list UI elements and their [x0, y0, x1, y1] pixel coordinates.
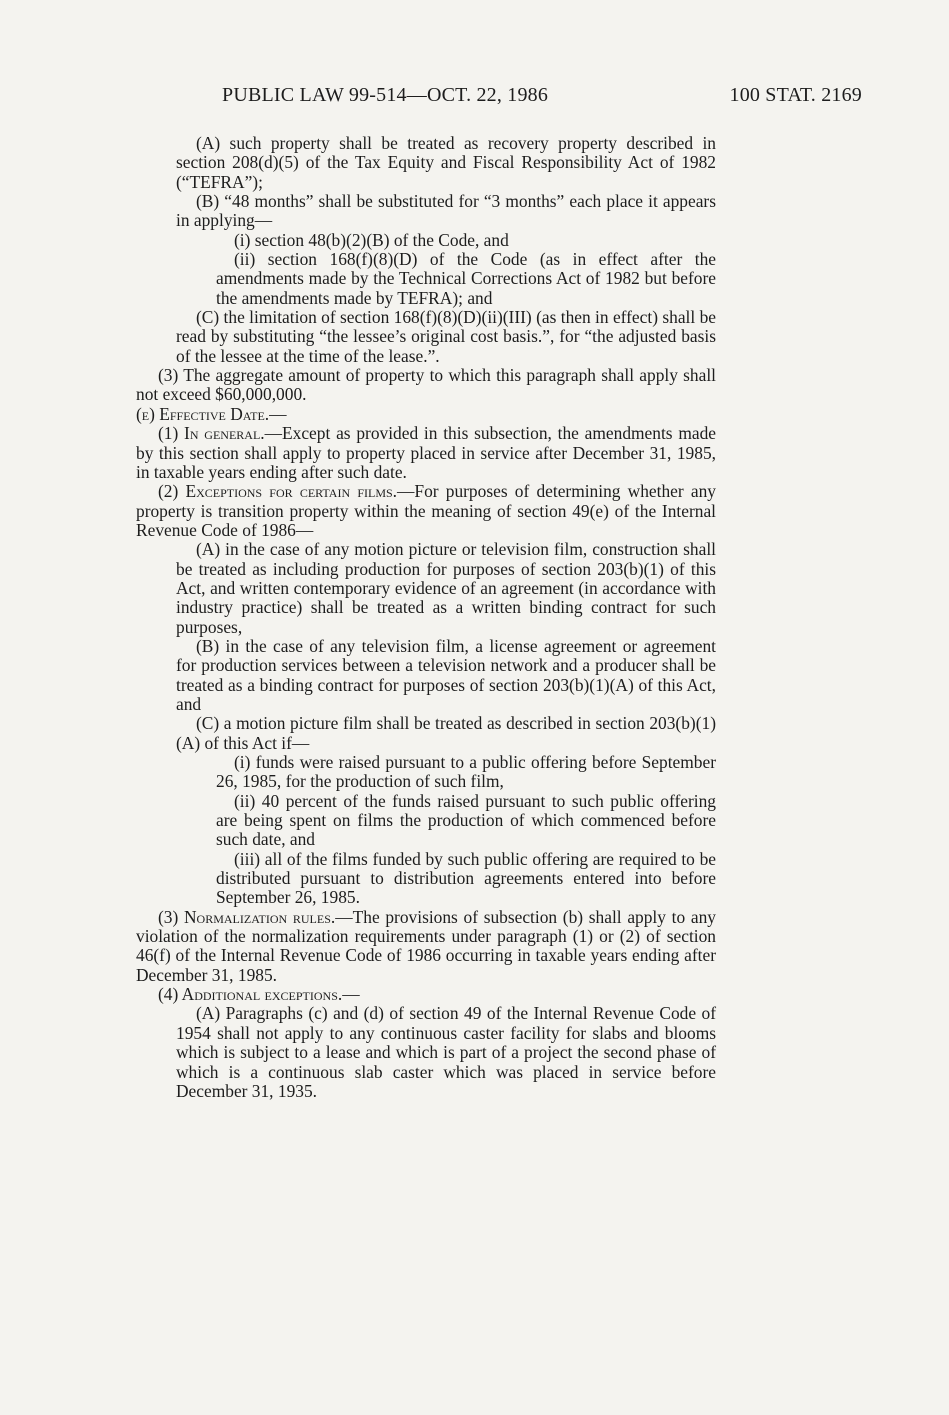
paragraph-e2-b: (B) in the case of any television film, a license agreement or agreement for production services between a television network and a producer shall be treated as a binding contract for purposes of section 203(b)(1)(A) of this Act, and: [176, 635, 716, 714]
clause-ii: (ii) section 168(f)(8)(D) of the Code (as in effect after the amendments made by the Technical Corrections Act of 1982 but before the amendments made by TEFRA); and: [216, 249, 716, 308]
paragraph-e1-heading: (1) In general.: [158, 423, 265, 444]
paragraph-e4-heading: (4) Additional exceptions.—: [158, 984, 360, 1005]
statute-citation: 100 STAT. 2169: [729, 84, 862, 106]
paragraph-e3-text: —The provisions of subsection (b) shall apply to any violation of the normalization requirements under paragraph (1) or (2) of section 46(f) of the Internal Revenue Code of 1986 occurring in taxable years ending after December 31, 1985.: [136, 906, 716, 985]
subsection-e-heading: [136, 405, 716, 424]
paragraph-a: (A) such property shall be treated as recovery property described in section 208(d)(5) of the Tax Equity and Fiscal Responsibility Act of 1982 (“TEFRA”);: [176, 133, 716, 192]
paragraph-e3: [136, 908, 716, 985]
paragraph-e2-a: (A) in the case of any motion picture or television film, construction shall be treated as including production for purposes of section 203(b)(1) of this Act, and written contemporary evidence of an agreement (in accordance with industry practice) shall be treated as a written binding contract for such purposes,: [176, 539, 716, 637]
clause-e2-c-i: (i) funds were raised pursuant to a public offering before September 26, 1985, for the production of such film,: [216, 752, 716, 792]
subsection-e-title: (e) Effective Date.—: [136, 403, 287, 424]
running-head: PUBLIC LAW 99-514—OCT. 22, 1986: [222, 84, 549, 106]
clause-e2-c-iii: (iii) all of the films funded by such public offering are required to be distributed pursuant to distribution agreements entered into before September 26, 1985.: [216, 848, 716, 908]
paragraph-e1: [136, 424, 716, 482]
clause-e2-c-ii: (ii) 40 percent of the funds raised pursuant to such public offering are being spent on films the production of which commenced before such date, and: [216, 790, 716, 850]
statute-body: [136, 134, 716, 1101]
paragraph-e4: [136, 985, 716, 1004]
clause-i: (i) section 48(b)(2)(B) of the Code, and: [234, 229, 509, 250]
page-header: [222, 84, 862, 114]
paragraph-c: (C) the limitation of section 168(f)(8)(D)(ii)(III) (as then in effect) shall be read by substituting “the lessee’s original cost basis.”, for “the adjusted basis of the lessee at the time of the lease.”.: [176, 307, 716, 366]
paragraph-e2-heading: (2) Exceptions for certain films.: [158, 481, 398, 502]
paragraph-e4-a: (A) Paragraphs (c) and (d) of section 49 of the Internal Revenue Code of 1954 shall not apply to any continuous caster facility for slabs and blooms which is subject to a lease and which is part of a project the second phase of which is a continuous slab caster which was placed in service before December 31, 1935.: [176, 1003, 716, 1101]
paragraph-e3-heading: (3) Normalization rules.: [158, 906, 336, 927]
paragraph-e1-text: —Except as provided in this subsection, the amendments made by this section shall apply to property placed in service after December 31, 1985, in taxable years ending after such date.: [136, 423, 716, 482]
paragraph-b: (B) “48 months” shall be substituted for “3 months” each place it appears in applying—: [176, 191, 716, 231]
paragraph-e2-c: (C) a motion picture film shall be treated as described in section 203(b)(1)(A) of this Act if—: [176, 713, 716, 753]
paragraph-e2: [136, 482, 716, 540]
paragraph-3: (3) The aggregate amount of property to which this paragraph shall apply shall not exceed $60,000,000.: [136, 365, 716, 405]
paragraph-e2-text: —For purposes of determining whether any property is transition property within the meaning of section 49(e) of the Internal Revenue Code of 1986—: [136, 481, 716, 540]
